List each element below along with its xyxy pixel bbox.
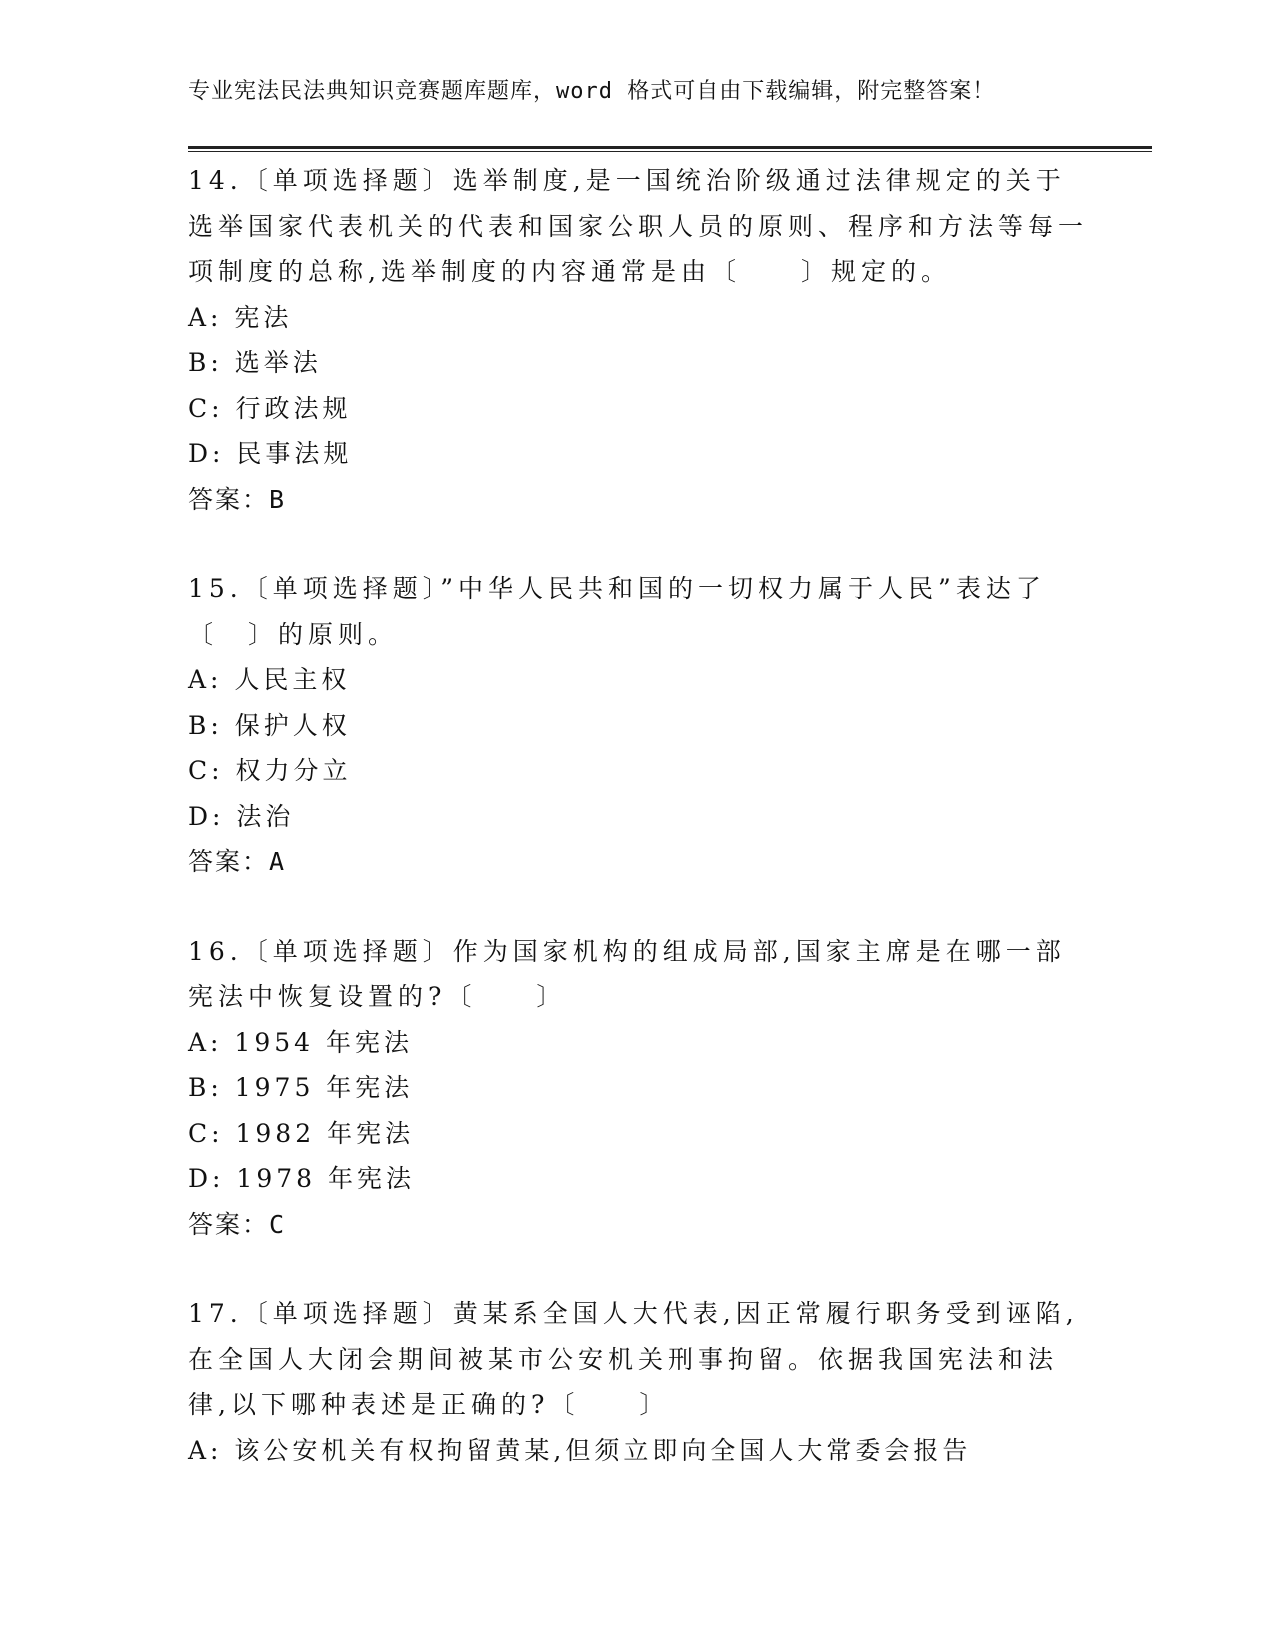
option-c: C: 行政法规 <box>188 393 352 423</box>
option-c: C: 权力分立 <box>188 756 352 785</box>
answer-label: 答案：B <box>188 484 287 514</box>
header-divider <box>188 146 1152 152</box>
option-d: D: 1978 年宪法 <box>188 1164 415 1193</box>
option-a: A: 该公安机关有权拘留黄某,但须立即向全国人大常委会报告 <box>188 1435 972 1465</box>
answer-label: 答案：C <box>188 1209 287 1239</box>
question-stem: 15.〔单项选择题〕”中华人民共和国的一切权力属于人民”表达了〔 〕的原则。 <box>188 574 1046 649</box>
question-list <box>188 158 1088 1473</box>
question-14 <box>188 158 1088 522</box>
question-stem: 17.〔单项选择题〕黄某系全国人大代表,因正常履行职务受到诬陷,在全国人大闭会期间被某市公安机关刑事拘留。依据我国宪法和法律,以下哪种表述是正确的?〔 〕 <box>188 1299 1079 1419</box>
option-d: D: 民事法规 <box>188 439 353 468</box>
question-16 <box>188 929 1088 1248</box>
option-d: D: 法治 <box>188 801 295 831</box>
question-stem: 16.〔单项选择题〕作为国家机构的组成局部,国家主席是在哪一部宪法中恢复设置的?〔 〕 <box>188 936 1066 1011</box>
option-a: A: 宪法 <box>188 302 293 332</box>
option-b: B: 保护人权 <box>188 710 351 740</box>
option-b: B: 1975 年宪法 <box>188 1073 414 1102</box>
answer-label: 答案：A <box>188 847 287 876</box>
page-header: 专业宪法民法典知识竞赛题库题库，word 格式可自由下载编辑，附完整答案！ <box>188 79 996 104</box>
question-stem: 14.〔单项选择题〕选举制度,是一国统治阶级通过法律规定的关于选举国家代表机关的代表和国家公职人员的原则、程序和方法等每一项制度的总称,选举制度的内容通常是由〔 〕规定的。 <box>188 166 1089 286</box>
question-15 <box>188 566 1088 885</box>
question-17 <box>188 1291 1088 1473</box>
option-a: A: 人民主权 <box>188 665 351 694</box>
option-a: A: 1954 年宪法 <box>188 1027 413 1057</box>
option-b: B: 选举法 <box>188 348 322 377</box>
option-c: C: 1982 年宪法 <box>188 1118 415 1148</box>
